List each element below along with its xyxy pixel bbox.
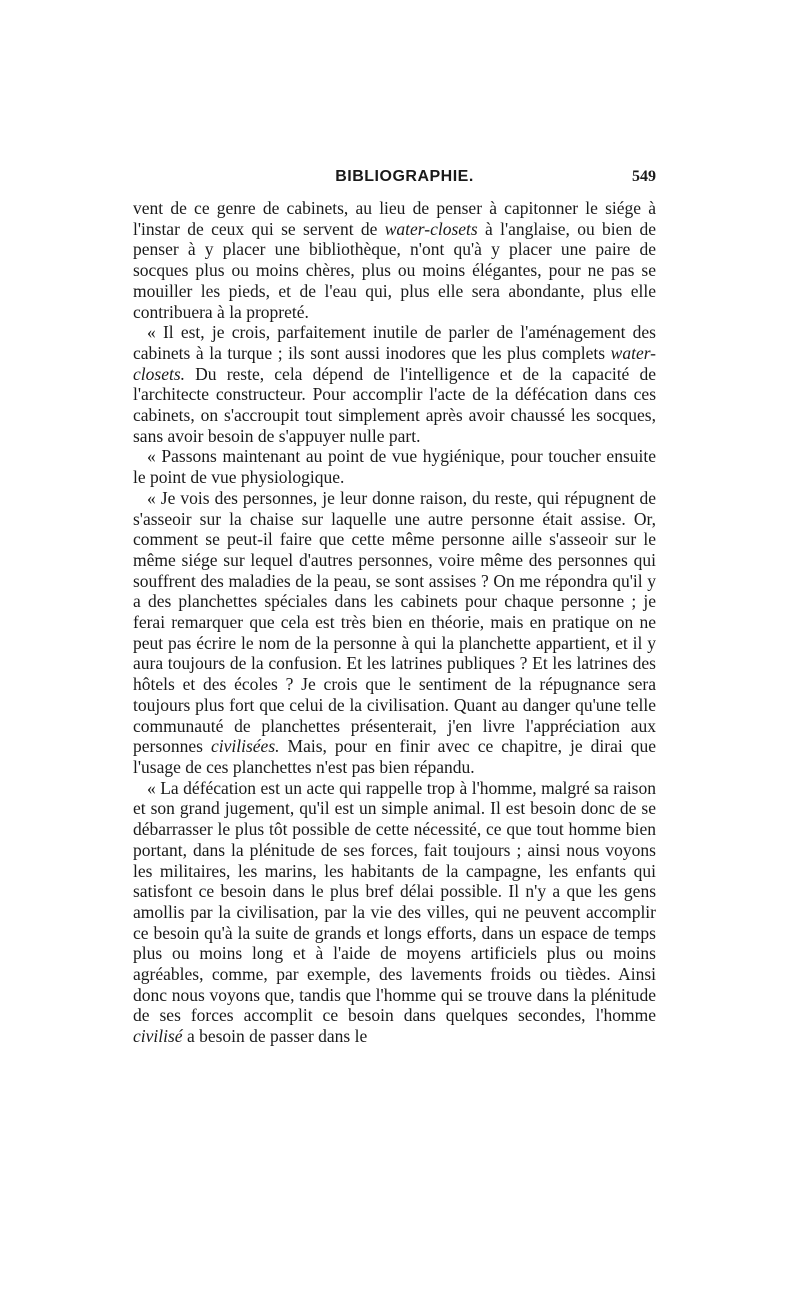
body-text (133, 198, 656, 1047)
running-title: BIBLIOGRAPHIE. (335, 168, 474, 185)
text-run: « La défécation est un acte qui rappelle trop à l'homme, malgré sa raison et son grand jugement, qu'il est un simple animal. Il est besoin donc de se débarrasser le plus tôt possible de cette nécessité, ce que tout homme bien portant, dans la plénitude de ses forces, fait toujours ; ainsi nous voyons les militaires, les marins, les habitants de la campagne, les enfants qui satisfont ce besoin dans le plus bref délai possible. Il n'y a que les gens amollis par la civilisation, par la vie des villes, qui ne peuvent accomplir ce besoin qu'à la suite de grands et longs efforts, dans un espace de temps plus ou moins long et à l'aide de moyens artificiels plus ou moins agréables, comme, par exemple, des lavements froids ou tièdes. Ainsi donc nous voyons que, tandis que l'homme qui se trouve dans la plénitude de ses forces accomplit ce besoin dans quelques secondes, l'homme (133, 777, 656, 1026)
paragraph-4 (133, 488, 656, 778)
book-page (133, 168, 656, 1047)
italic-term: water-closets. (133, 342, 656, 384)
text-run: Mais, pour en finir avec ce chapitre, je dirai que l'usage de ces planchettes n'est pas bien répandu. (133, 736, 656, 777)
paragraph-5 (133, 778, 656, 1047)
text-run: « Je vois des personnes, je leur donne raison, du reste, qui répugnent de s'asseoir sur la chaise sur laquelle une autre personne était assise. Or, comment se peut-il faire que cette même personne aille s'asseoir sur le même siége sur lequel d'autres personnes, voire même des personnes qui souffrent des maladies de la peau, se sont assises ? On me répondra qu'il y a des planchettes spéciales dans les cabinets pour chaque personne ; je ferai remarquer que cela est très bien en théorie, mais en pratique on ne peut pas écrire le nom de la personne à qui la planchette appartient, et il y aura toujours de la confusion. Et les latrines publiques ? Et les latrines des hôtels et des écoles ? Je crois que le sentiment de la répugnance sera toujours plus fort que celui de la civilisation. Quant au danger qu'une telle communauté de planchettes présenterait, j'en livre l'appréciation aux personnes (133, 487, 656, 757)
paragraph-2 (133, 322, 656, 446)
page-number: 549 (632, 168, 656, 185)
running-head (133, 168, 656, 194)
italic-term: civilisé (133, 1026, 183, 1047)
paragraph-3 (133, 446, 656, 487)
paragraph-1 (133, 198, 656, 322)
italic-term: water-closets (384, 218, 478, 239)
text-run: « Passons maintenant au point de vue hygiénique, pour toucher ensuite le point de vue physiologique. (133, 446, 656, 488)
text-run: a besoin de passer dans le (182, 1026, 368, 1047)
italic-term: civilisées. (211, 736, 280, 757)
text-run: à l'anglaise, ou bien de penser à y placer une bibliothèque, n'ont qu'à y placer une paire de socques plus ou moins chères, plus ou moins élégantes, pour ne pas se mouiller les pieds, et de l'eau qui, plus elle sera abondante, plus elle contribuera à la propreté. (133, 218, 656, 322)
text-run: Du reste, cela dépend de l'intelligence et de la capacité de l'architecte constructeur. Pour accomplir l'acte de la défécation dans ces cabinets, on s'accroupit tout simplement après avoir chaussé les socques, sans avoir besoin de s'appuyer nulle part. (133, 363, 656, 446)
text-run: « Il est, je crois, parfaitement inutile de parler de l'aménagement des cabinets à la turque ; ils sont aussi inodores que les plus complets (133, 322, 656, 363)
text-run: vent de ce genre de cabinets, au lieu de penser à capitonner le siége à l'instar de ceux qui se servent de (133, 198, 656, 239)
